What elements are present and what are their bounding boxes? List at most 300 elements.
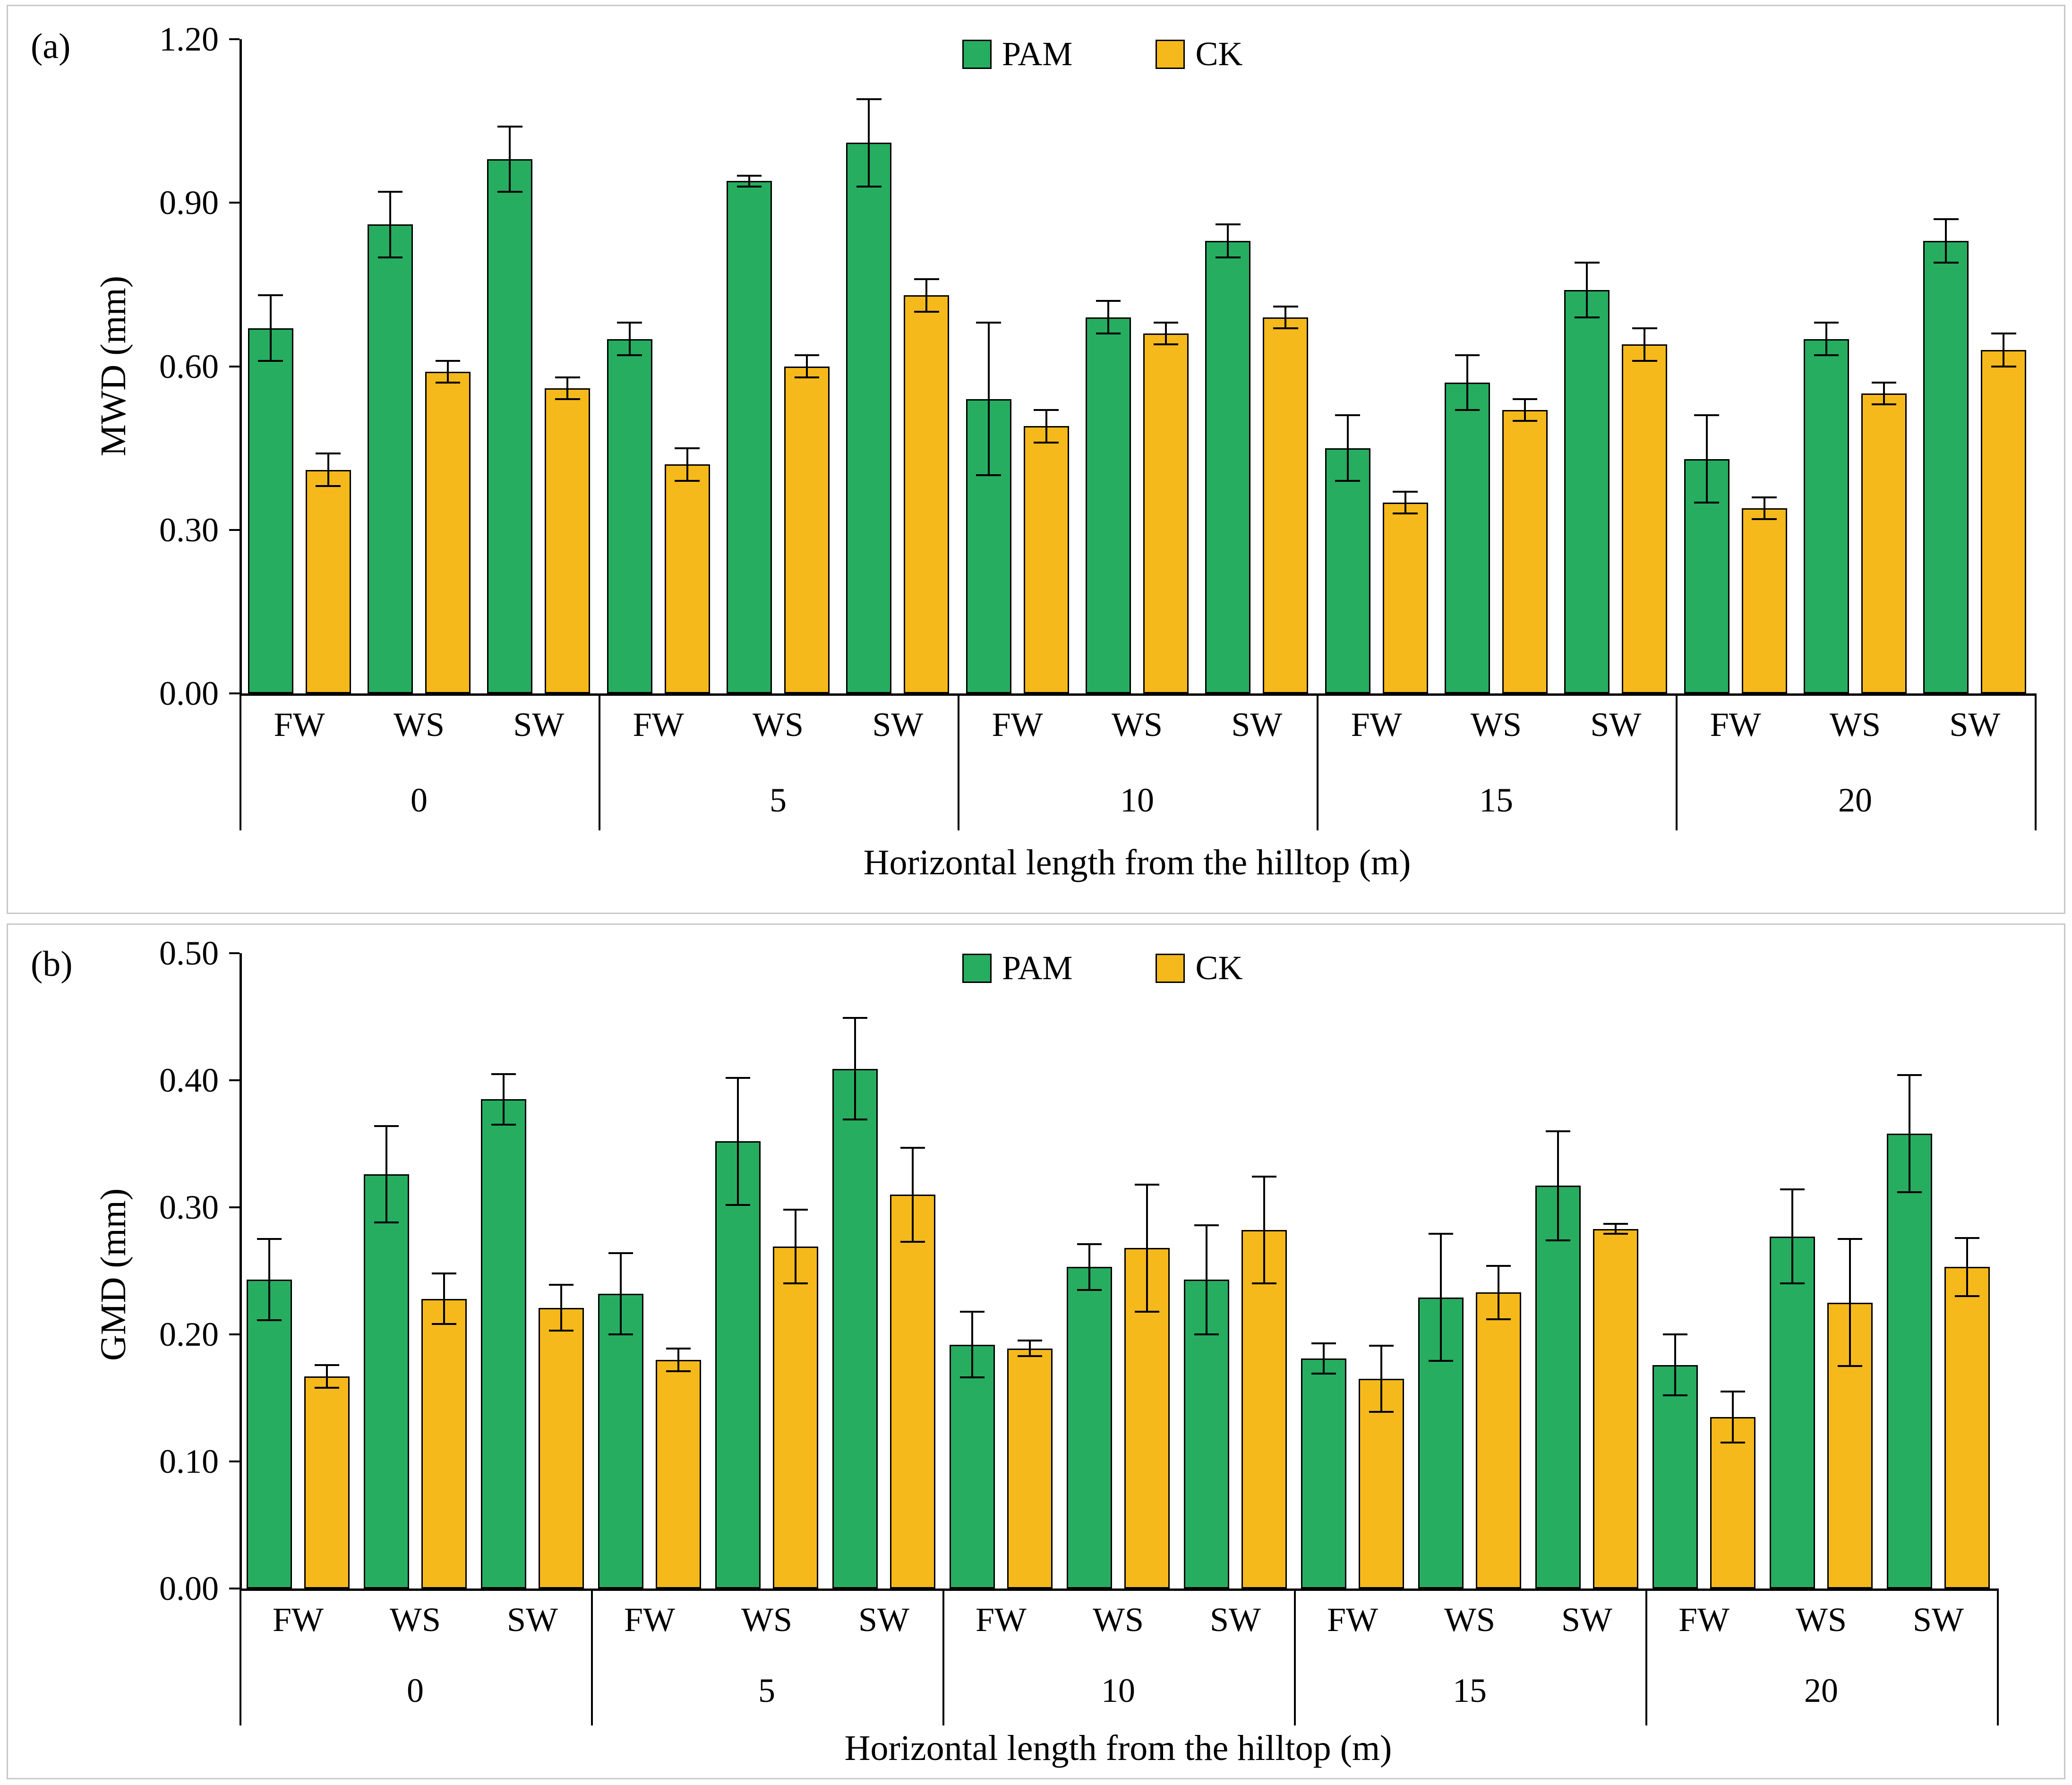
- error-bar-cap: [1194, 1333, 1219, 1335]
- x-subcategory-label: FW: [624, 1601, 675, 1639]
- x-subcategory-label: WS: [1471, 706, 1522, 743]
- error-bar-cap: [1897, 1074, 1922, 1076]
- error-bar-cap: [960, 1311, 985, 1313]
- error-bar-cap: [1135, 1184, 1160, 1186]
- error-bar-cap: [608, 1333, 634, 1335]
- error-bar: [503, 1074, 505, 1125]
- bar-pam: [1770, 1237, 1815, 1589]
- error-bar: [629, 323, 631, 355]
- error-bar-cap: [555, 376, 580, 378]
- error-bar: [509, 127, 511, 192]
- error-bar-cap: [432, 1273, 457, 1274]
- bar-pam: [247, 1280, 292, 1589]
- x-group-label: 10: [1101, 1672, 1135, 1709]
- error-bar: [1674, 1334, 1676, 1395]
- error-bar-cap: [976, 322, 1001, 324]
- error-bar-cap: [1077, 1243, 1102, 1245]
- y-tick-label: 0.60: [159, 347, 219, 385]
- error-bar-cap: [1034, 409, 1059, 411]
- y-axis-tick: [229, 1588, 240, 1589]
- y-tick-label: 0.30: [159, 511, 219, 549]
- error-bar-cap: [914, 311, 939, 313]
- error-bar: [1498, 1266, 1499, 1319]
- error-bar-cap: [1603, 1223, 1628, 1225]
- bar-ck: [890, 1195, 935, 1589]
- error-bar-cap: [1513, 398, 1538, 400]
- bar-ck: [1502, 410, 1548, 693]
- y-axis-tick: [229, 1333, 240, 1335]
- bar-pam: [1652, 1365, 1698, 1589]
- bar-ck: [1007, 1349, 1053, 1589]
- x-axis-line: [240, 1589, 1997, 1591]
- error-bar-cap: [1154, 343, 1179, 345]
- x-group-label: 5: [758, 1672, 775, 1709]
- legend-swatch-pam: [962, 954, 992, 983]
- error-bar-cap: [856, 98, 882, 100]
- bar-pam: [364, 1174, 409, 1589]
- y-axis-tick: [229, 202, 240, 204]
- error-bar: [1404, 492, 1406, 513]
- error-bar-cap: [1311, 1373, 1336, 1375]
- x-subcategory-label: SW: [858, 1601, 909, 1639]
- error-bar-cap: [1694, 502, 1719, 504]
- bar-ck: [773, 1247, 818, 1589]
- error-bar-cap: [1429, 1233, 1454, 1235]
- bar-ck: [425, 372, 471, 693]
- error-bar-cap: [1838, 1238, 1863, 1240]
- legend-item-pam[interactable]: [962, 948, 1072, 988]
- error-bar: [620, 1253, 622, 1334]
- error-bar-cap: [436, 360, 461, 362]
- x-subcategory-label: WS: [390, 1601, 441, 1639]
- error-bar: [737, 1078, 739, 1205]
- error-bar-cap: [555, 398, 580, 400]
- error-bar-cap: [1934, 218, 1959, 220]
- error-bar-cap: [1814, 322, 1839, 324]
- bar-pam: [1535, 1186, 1581, 1589]
- error-bar-cap: [258, 360, 283, 362]
- error-bar-cap: [1335, 414, 1360, 416]
- error-bar-cap: [666, 1348, 691, 1349]
- error-bar-cap: [1135, 1311, 1160, 1313]
- y-tick-label: 0.00: [159, 1570, 219, 1607]
- error-bar-cap: [608, 1252, 634, 1254]
- error-bar-cap: [1513, 420, 1538, 422]
- error-bar: [326, 1365, 328, 1388]
- legend-swatch-ck: [1156, 40, 1185, 69]
- error-bar-cap: [1369, 1345, 1394, 1347]
- panel-b-label: (b): [31, 944, 73, 984]
- error-bar-cap: [258, 294, 283, 296]
- error-bar-cap: [843, 1119, 868, 1120]
- error-bar: [268, 1239, 270, 1320]
- error-bar-cap: [257, 1319, 282, 1321]
- error-bar-cap: [1018, 1355, 1043, 1357]
- error-bar: [389, 192, 391, 257]
- error-bar-cap: [316, 453, 341, 454]
- y-axis-tick: [229, 952, 240, 954]
- x-group-label: 0: [407, 1672, 424, 1709]
- bar-pam: [1923, 241, 1969, 693]
- legend-item-ck[interactable]: [1156, 948, 1242, 988]
- error-bar: [795, 1210, 796, 1283]
- x-subcategory-label: WS: [1444, 1601, 1495, 1639]
- error-bar-cap: [257, 1238, 282, 1240]
- legend-label: CK: [1195, 949, 1243, 987]
- x-subcategory-label: FW: [273, 1601, 324, 1639]
- x-subcategory-label: FW: [1710, 706, 1761, 743]
- error-bar-cap: [1991, 366, 2016, 367]
- error-bar: [1825, 323, 1827, 355]
- bar-ck: [904, 295, 949, 693]
- error-bar: [1945, 219, 1947, 263]
- error-bar: [1615, 1224, 1617, 1234]
- error-bar: [1380, 1346, 1382, 1412]
- legend-label: PAM: [1002, 949, 1073, 987]
- error-bar-cap: [497, 126, 522, 128]
- error-bar-cap: [315, 1364, 340, 1366]
- y-axis-line: [240, 953, 242, 1589]
- bar-pam: [607, 339, 652, 693]
- error-bar-cap: [1955, 1295, 1980, 1297]
- error-bar: [1440, 1234, 1442, 1361]
- error-bar-cap: [1838, 1365, 1863, 1367]
- x-subcategory-label: SW: [1231, 706, 1283, 743]
- bar-ck: [1593, 1229, 1638, 1589]
- y-axis-tick: [229, 1206, 240, 1208]
- error-bar-cap: [1455, 354, 1480, 356]
- x-subcategory-label: FW: [1327, 1601, 1378, 1639]
- bar-ck: [304, 1376, 350, 1589]
- y-tick-label: 0.00: [159, 675, 219, 712]
- legend-swatch-pam: [962, 40, 992, 69]
- error-bar-cap: [795, 354, 820, 356]
- bar-pam: [1067, 1267, 1112, 1589]
- y-axis-tick: [229, 1460, 240, 1462]
- error-bar: [1524, 399, 1526, 421]
- error-bar: [1466, 355, 1468, 410]
- error-bar-cap: [1216, 256, 1241, 258]
- error-bar-cap: [497, 191, 522, 193]
- error-bar-cap: [1955, 1237, 1980, 1239]
- error-bar-cap: [1252, 1282, 1277, 1284]
- error-bar: [686, 448, 688, 481]
- error-bar: [1029, 1341, 1031, 1356]
- error-bar: [443, 1273, 445, 1324]
- error-bar-cap: [1934, 262, 1959, 264]
- error-bar-cap: [1603, 1233, 1628, 1235]
- error-bar: [1909, 1075, 1910, 1192]
- bar-pam: [846, 143, 891, 693]
- error-bar-cap: [316, 485, 341, 487]
- bar-ck: [539, 1308, 584, 1589]
- bar-ck: [1263, 317, 1308, 693]
- error-bar-cap: [1780, 1282, 1805, 1284]
- error-bar-cap: [1018, 1340, 1043, 1341]
- error-bar-cap: [1780, 1188, 1805, 1190]
- y-axis-tick: [229, 529, 240, 531]
- y-tick-label: 0.90: [159, 184, 219, 222]
- error-bar: [988, 323, 990, 475]
- error-bar: [560, 1285, 562, 1331]
- error-bar: [1586, 263, 1588, 317]
- bar-pam: [1325, 448, 1370, 693]
- error-bar: [1849, 1239, 1851, 1366]
- error-bar-cap: [1814, 354, 1839, 356]
- bar-ck: [545, 388, 590, 693]
- x-axis-line: [240, 693, 2035, 696]
- bar-ck: [1622, 344, 1667, 693]
- error-bar: [2003, 333, 2004, 366]
- bar-pam: [727, 181, 772, 693]
- error-bar-cap: [843, 1017, 868, 1019]
- legend: [962, 34, 1242, 74]
- error-bar: [806, 355, 808, 377]
- error-bar-cap: [783, 1282, 808, 1284]
- y-tick-label: 1.20: [159, 20, 219, 58]
- x-group-label: 5: [770, 781, 787, 819]
- x-subcategory-label: FW: [992, 706, 1043, 743]
- error-bar-cap: [1455, 409, 1480, 411]
- error-bar-cap: [617, 322, 642, 324]
- error-bar-cap: [1872, 403, 1897, 405]
- error-bar-cap: [491, 1073, 516, 1075]
- error-bar: [868, 99, 870, 187]
- error-bar-cap: [1335, 480, 1360, 482]
- error-bar: [925, 279, 927, 312]
- error-bar-cap: [1096, 333, 1121, 334]
- bar-ck: [306, 470, 351, 693]
- error-bar-cap: [976, 474, 1001, 476]
- error-bar-cap: [436, 382, 461, 384]
- error-bar: [1644, 328, 1645, 361]
- x-subcategory-label: FW: [976, 1601, 1027, 1639]
- chart-panel-a: [7, 5, 2065, 914]
- x-subcategory-label: FW: [274, 706, 325, 743]
- bar-ck: [1944, 1267, 1990, 1589]
- error-bar-cap: [1154, 322, 1179, 324]
- error-bar-cap: [1897, 1191, 1922, 1193]
- x-axis-title: Horizontal length from the hilltop (m): [863, 843, 1411, 882]
- x-subcategory-label: WS: [1093, 1601, 1144, 1639]
- error-bar-cap: [491, 1124, 516, 1126]
- error-bar-cap: [1721, 1391, 1746, 1392]
- y-tick-label: 0.30: [159, 1188, 219, 1226]
- error-bar: [1206, 1225, 1207, 1334]
- error-bar: [1347, 415, 1349, 481]
- error-bar: [1966, 1238, 1968, 1297]
- error-bar-cap: [675, 447, 700, 449]
- legend-item-ck[interactable]: [1156, 34, 1242, 74]
- error-bar-cap: [726, 1077, 751, 1079]
- bar-pam: [487, 159, 532, 693]
- error-bar-cap: [900, 1147, 925, 1149]
- bar-pam: [1086, 317, 1131, 693]
- error-bar-cap: [900, 1241, 925, 1243]
- error-bar-cap: [549, 1330, 574, 1332]
- bar-ck: [1742, 508, 1787, 693]
- x-subcategory-label: WS: [1830, 706, 1881, 743]
- bar-pam: [1205, 241, 1250, 693]
- y-tick-label: 0.20: [159, 1315, 219, 1353]
- error-bar: [677, 1349, 679, 1371]
- error-bar-cap: [1194, 1224, 1219, 1226]
- error-bar: [971, 1312, 973, 1378]
- error-bar-cap: [1721, 1442, 1746, 1443]
- bar-ck: [1383, 503, 1428, 693]
- error-bar-cap: [1632, 360, 1657, 362]
- error-bar: [1088, 1244, 1090, 1290]
- legend-swatch-ck: [1156, 954, 1185, 983]
- error-bar-cap: [378, 256, 403, 258]
- x-subcategory-label: SW: [1913, 1601, 1964, 1639]
- y-axis-tick: [229, 366, 240, 367]
- bar-ck: [1024, 426, 1069, 693]
- error-bar-cap: [1991, 333, 2016, 334]
- x-group-label: 20: [1804, 1672, 1838, 1709]
- x-subcategory-label: SW: [1590, 706, 1642, 743]
- bar-ck: [421, 1299, 467, 1589]
- y-axis-tick: [229, 1079, 240, 1081]
- y-axis-title: MWD (mm): [94, 275, 133, 456]
- bar-ck: [656, 1360, 701, 1589]
- error-bar-cap: [960, 1376, 985, 1378]
- x-group-label: 15: [1479, 781, 1513, 819]
- error-bar-cap: [1273, 327, 1298, 329]
- x-subcategory-label: SW: [1561, 1601, 1612, 1639]
- error-bar-cap: [1486, 1318, 1511, 1320]
- y-axis-line: [240, 39, 242, 694]
- error-bar-cap: [1429, 1360, 1454, 1362]
- error-bar-cap: [1663, 1394, 1688, 1396]
- error-bar: [1263, 1177, 1265, 1283]
- error-bar: [748, 176, 750, 187]
- y-axis-tick: [229, 692, 240, 694]
- error-bar: [1045, 410, 1047, 443]
- bar-pam: [832, 1069, 878, 1589]
- error-bar-cap: [666, 1370, 691, 1372]
- error-bar: [270, 295, 272, 361]
- error-bar: [1146, 1185, 1148, 1312]
- x-subcategory-label: WS: [1112, 706, 1163, 743]
- error-bar: [1107, 301, 1109, 333]
- x-subcategory-label: FW: [1351, 706, 1402, 743]
- chart-panel-b: [7, 923, 2065, 1779]
- error-bar: [385, 1126, 387, 1222]
- error-bar-cap: [378, 191, 403, 193]
- bar-pam: [1887, 1134, 1932, 1589]
- bar-pam: [1301, 1358, 1346, 1589]
- error-bar-cap: [374, 1125, 399, 1127]
- error-bar: [447, 361, 449, 383]
- error-bar-cap: [432, 1323, 457, 1325]
- error-bar-cap: [675, 480, 700, 482]
- error-bar: [1706, 415, 1708, 503]
- x-subcategory-label: SW: [872, 706, 924, 743]
- panel-a-label: (a): [31, 26, 71, 66]
- bar-pam: [715, 1141, 761, 1589]
- y-axis-title: GMD (mm): [94, 1188, 133, 1361]
- bar-pam: [368, 224, 413, 693]
- bar-ck: [665, 464, 710, 693]
- error-bar: [1732, 1392, 1734, 1443]
- legend: [962, 948, 1242, 988]
- bar-pam: [1445, 383, 1490, 693]
- error-bar: [1284, 307, 1286, 328]
- error-bar-cap: [726, 1204, 751, 1206]
- error-bar: [1764, 497, 1765, 519]
- error-bar: [1557, 1131, 1559, 1240]
- x-subcategory-label: WS: [1796, 1601, 1847, 1639]
- error-bar-cap: [783, 1209, 808, 1211]
- error-bar-cap: [737, 175, 762, 177]
- x-subcategory-label: SW: [1949, 706, 2001, 743]
- error-bar-cap: [1546, 1239, 1571, 1241]
- error-bar: [1165, 323, 1167, 344]
- bar-pam: [1804, 339, 1849, 693]
- error-bar-cap: [1393, 491, 1418, 493]
- legend-item-pam[interactable]: [962, 34, 1072, 74]
- x-group-label: 0: [411, 781, 428, 819]
- error-bar: [1791, 1189, 1793, 1283]
- x-subcategory-label: WS: [753, 706, 804, 743]
- error-bar-cap: [1872, 382, 1897, 384]
- y-tick-label: 0.40: [159, 1061, 219, 1099]
- y-axis-tick: [229, 38, 240, 40]
- error-bar-cap: [856, 186, 882, 188]
- error-bar: [1883, 383, 1885, 404]
- error-bar: [566, 377, 568, 399]
- error-bar-cap: [1252, 1176, 1277, 1178]
- x-subcategory-label: FW: [633, 706, 684, 743]
- legend-label: CK: [1195, 35, 1243, 73]
- error-bar-cap: [1663, 1333, 1688, 1335]
- error-bar: [912, 1148, 914, 1242]
- bar-pam: [950, 1345, 995, 1589]
- bar-pam: [1564, 290, 1610, 693]
- x-subcategory-label: WS: [394, 706, 445, 743]
- error-bar: [1227, 224, 1229, 257]
- y-tick-label: 0.50: [159, 934, 219, 972]
- error-bar-cap: [1096, 300, 1121, 302]
- error-bar-cap: [617, 354, 642, 356]
- y-tick-label: 0.10: [159, 1443, 219, 1480]
- x-group-label: 10: [1120, 781, 1154, 819]
- error-bar-cap: [1393, 512, 1418, 514]
- error-bar-cap: [1546, 1130, 1571, 1132]
- error-bar: [327, 453, 329, 486]
- error-bar-cap: [914, 278, 939, 280]
- error-bar-cap: [1752, 496, 1777, 498]
- error-bar-cap: [315, 1387, 340, 1389]
- x-subcategory-label: SW: [1210, 1601, 1261, 1639]
- x-subcategory-label: FW: [1678, 1601, 1730, 1639]
- error-bar-cap: [795, 376, 820, 378]
- x-group-label: 15: [1453, 1672, 1487, 1709]
- bar-ck: [784, 367, 830, 694]
- error-bar-cap: [1575, 262, 1600, 264]
- error-bar-cap: [1273, 306, 1298, 307]
- error-bar: [854, 1018, 856, 1119]
- error-bar-cap: [1216, 223, 1241, 225]
- bar-ck: [1861, 393, 1907, 693]
- error-bar-cap: [374, 1221, 399, 1223]
- bar-ck: [1143, 333, 1189, 693]
- x-subcategory-label: WS: [741, 1601, 792, 1639]
- error-bar-cap: [1752, 518, 1777, 520]
- x-subcategory-label: SW: [513, 706, 565, 743]
- bar-pam: [598, 1294, 643, 1589]
